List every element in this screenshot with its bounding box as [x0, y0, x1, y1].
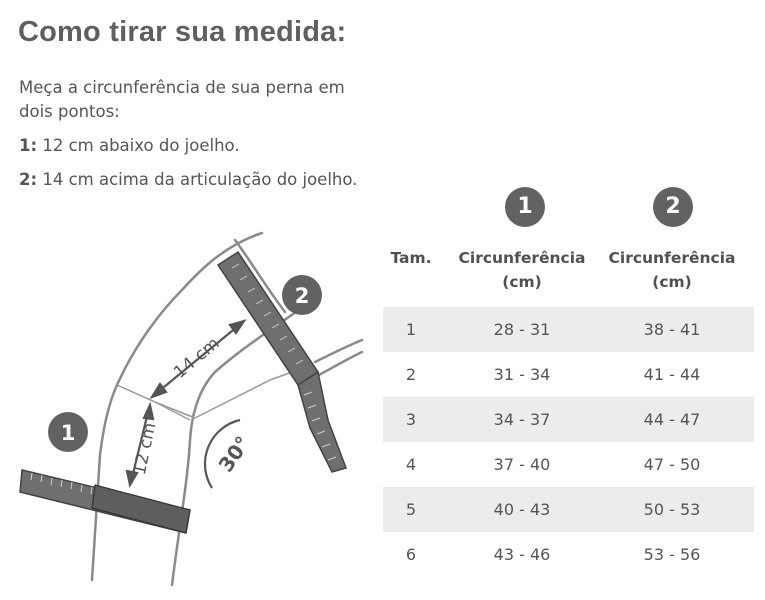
illustration-badge-2: [282, 275, 322, 315]
table-row: 2 31 - 34 41 - 44: [405, 365, 701, 384]
step-1-text: 12 cm abaixo do joelho.: [37, 136, 240, 155]
step-1-number: 1:: [19, 136, 38, 155]
intro-text: Meça a circunferência de sua perna em dois pontos:: [19, 78, 345, 121]
svg-text:2: 2: [294, 284, 310, 308]
knee-illustration: [0, 200, 380, 600]
upper-distance-label: 14 cm: [170, 333, 224, 383]
page-title: Como tirar sua medida:: [18, 16, 347, 48]
step-2-number: 2:: [19, 170, 38, 189]
column-badge-2: 2: [653, 187, 693, 227]
header-size: Tam.: [390, 249, 432, 267]
table-row: 5 40 - 43 50 - 53: [383, 487, 754, 532]
svg-text:1: 1: [60, 421, 76, 445]
step-1: [19, 136, 240, 155]
table-row: 4 37 - 40 47 - 50: [405, 455, 701, 474]
step-2: [19, 170, 357, 189]
step-2-text: 14 cm acima da articulação do joelho.: [37, 170, 358, 189]
lower-measuring-tape: [20, 470, 190, 533]
column-badge-1: 1: [505, 187, 545, 227]
header-circumference-1: Circunferência (cm): [458, 249, 586, 291]
table-row: 3 34 - 37 44 - 47: [383, 397, 754, 442]
table-row: 6 43 - 46 53 - 56: [405, 545, 701, 564]
header-circumference-2: Circunferência (cm): [608, 249, 736, 291]
illustration-badge-1: [48, 412, 88, 452]
angle-label: 30°: [213, 431, 255, 477]
lower-distance-label: 12 cm: [129, 420, 161, 477]
table-row: 1 28 - 31 38 - 41: [383, 307, 754, 352]
